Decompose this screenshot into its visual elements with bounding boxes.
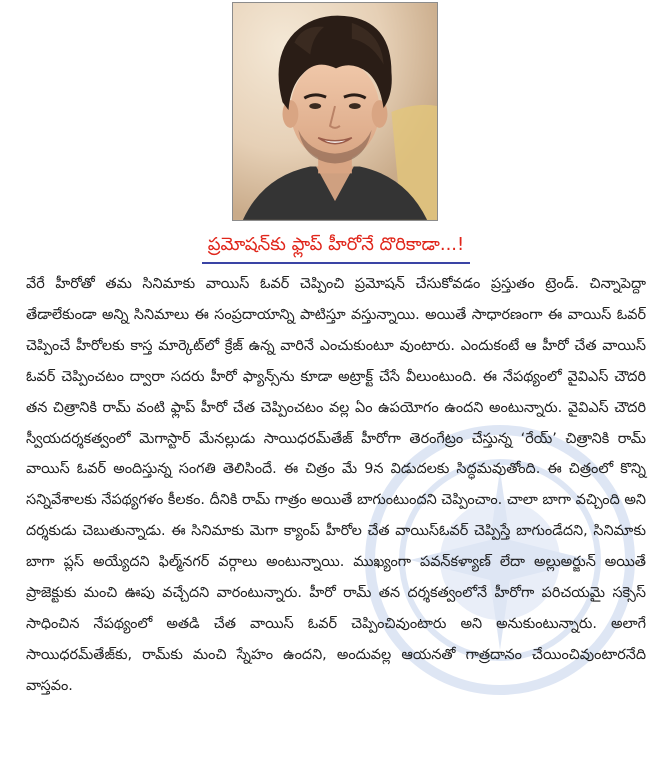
actor-photo [232, 2, 438, 221]
article-body: వేరే హీరోతో తమ సినిమాకు వాయిస్ ఓవర్ చెప్పించి ప్రమోషన్ చేసుకోవడం ప్రస్తుతం ట్రెండ్. చిన్నాపెద్దా తేడాలేకుండా అన్ని సినిమాలు ఈ సంప్రదాయాన్ని పాటిస్తూ వస్తున్నాయి. అయితే సాధారణంగా ఈ వాయిస్ ఓవర్ చెప్పించే హీరోలకు కాస్త మార్కెట్‌లో క్రేజ్ ఉన్న వారినే ఎంచుకుంటూ వుంటారు. ఎందుకంటే ఆ హీరో చేత వాయిస్ ఓవర్ చెప్పించటం ద్వారా సదరు హీరో ఫ్యాన్స్‌ను కూడా అట్రాక్ట్ చేసే వీలుంటుంది. ఈ నేపథ్యంలో వైవిఎస్ చౌదరి తన చిత్రానికి రామ్ వంటి ఫ్లాప్ హీరో చేత చెప్పించటం వల్ల ఏం ఉపయోగం ఉందని అంటున్నారు. వైవిఎస్ చౌదరి స్వీయదర్శకత్వంలో మెగాస్టార్ మేనల్లుడు సాయిధరమ్‌తేజ్ హీరోగా తెరంగేట్రం చేస్తున్న ‘రేయ్’ చిత్రానికి రామ్ వాయిస్ ఓవర్ అందిస్తున్న సంగతి తెలిసిందే. ఈ చిత్రం మే 9న విడుదలకు సిద్ధమవుతోంది. ఈ చిత్రంలో కొన్ని సన్నివేశాలకు నేపథ్యగళం కీలకం. దీనికి రామ్ గాత్రం అయితే బాగుంటుందని చెప్పించాం. చాలా బాగా వచ్చింది అని దర్శకుడు చెబుతున్నాడు. ఈ సినిమాకు మెగా క్యాంప్ హీరోల చేత వాయిస్‌ఓవర్ చెప్పిస్తే బాగుండేదని, సినిమాకు బాగా ప్లస్ అయ్యేదని ఫిల్మ్‌నగర్ వర్గాలు అంటున్నాయి. ముఖ్యంగా పవన్‌కళ్యాణ్ లేదా అల్లుఅర్జున్ అయితే ప్రాజెక్టుకు మంచి ఊపు వచ్చేదని వారంటున్నారు. హీరో రామ్ తన దర్శకత్వంలోనే హీరోగా పరిచయమై సక్సెస్ సాధించిన నేపథ్యంలో అతడి చేత వాయిస్ ఓవర్ చెప్పించివుంటారు అని అనుకుంటున్నారు. అలాగే సాయిధరమ్‌తేజ్‌కు, రామ్‌కు మంచి స్నేహం ఉందని, అందువల్ల ఆయనతో గాత్రదానం చేయించివుంటారనేది వాస్తవం. [26, 276, 646, 694]
headline [0, 228, 672, 264]
headline-text: ప్రమోషన్‌కు ఫ్లాప్ హీరోనే దొరికాడా...! [202, 228, 470, 264]
